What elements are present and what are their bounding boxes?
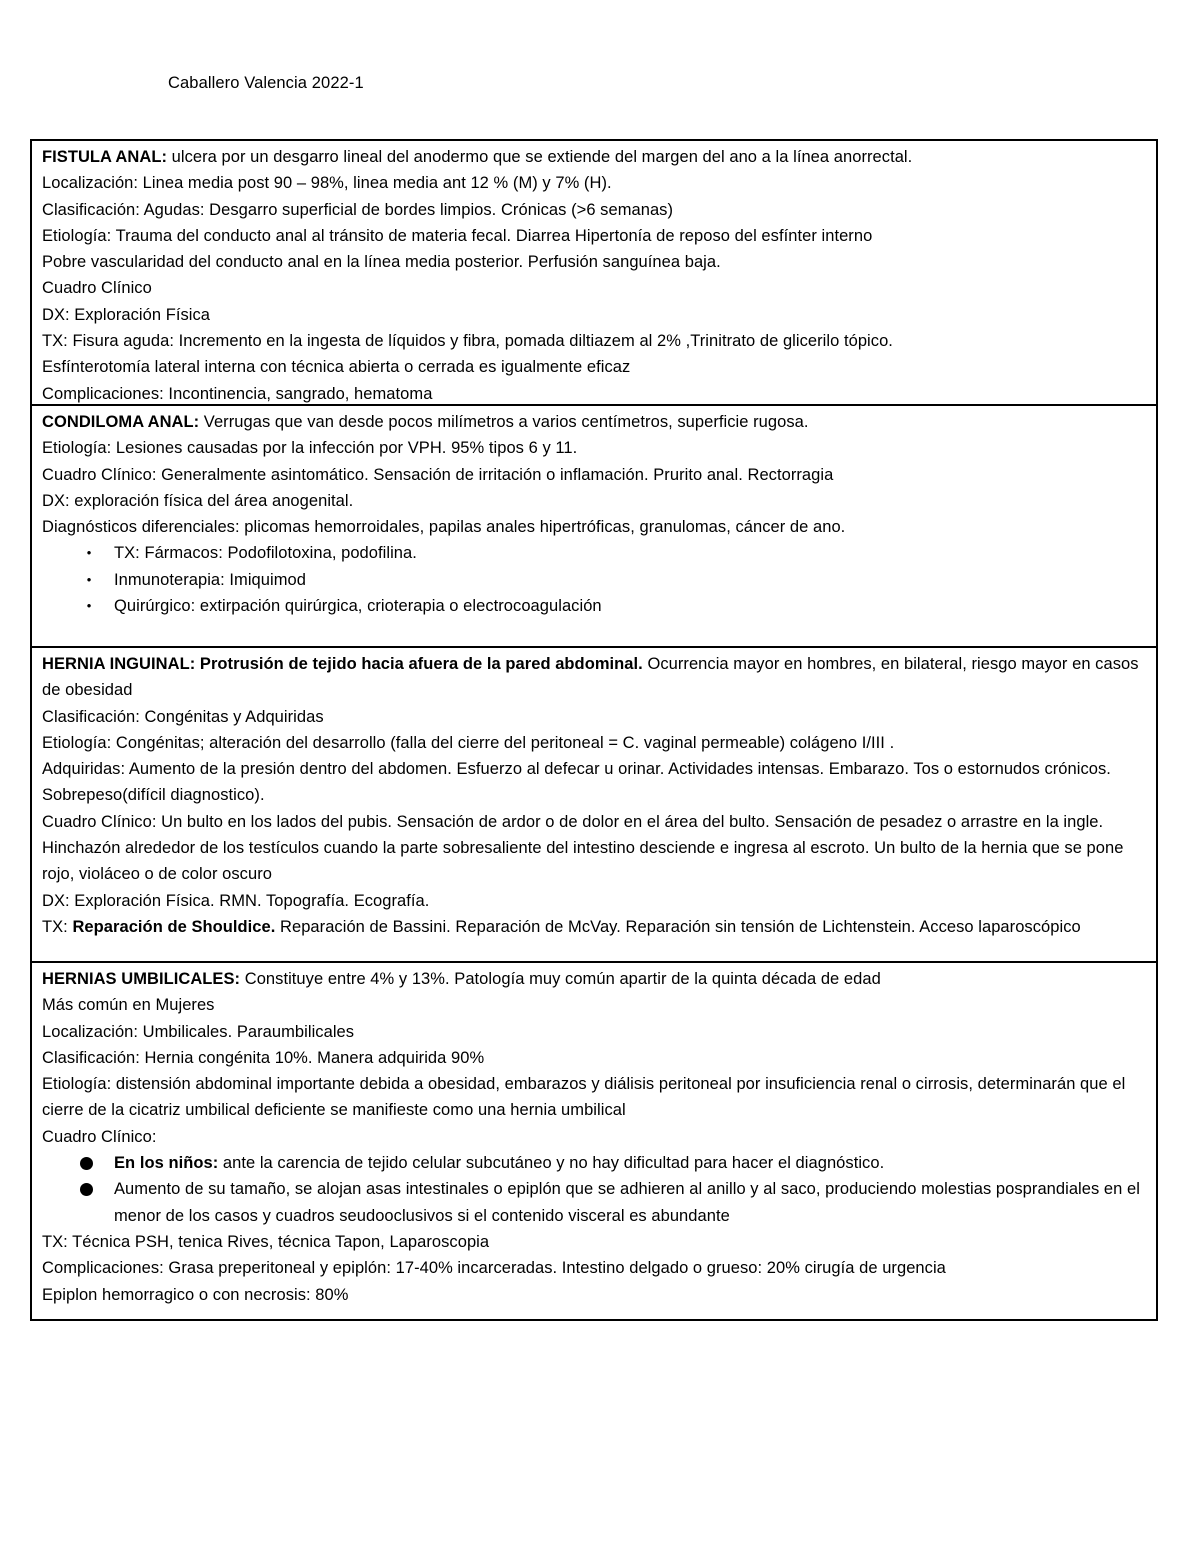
hernias-umbilicales-section: [32, 961, 1156, 1319]
bullet-text: Aumento de su tamaño, se alojan asas intestinales o epiplón que se adhieren al anillo y al saco, produciendo molestias posprandiales en el menor de los casos y cuadros seudooclusivos si el contenido visceral es abundante: [114, 1180, 1140, 1225]
fistula-line: Etiología: Trauma del conducto anal al tránsito de materia fecal. Diarrea Hipertonía de reposo del esfínter interno: [42, 226, 873, 245]
hernia-title: HERNIA INGUINAL: Protrusión de tejido hacia afuera de la pared abdominal.: [42, 655, 643, 673]
hernia-tx-line: [42, 914, 1146, 940]
list-item: [42, 567, 1146, 593]
hernia-line: Adquiridas: Aumento de la presión dentro del abdomen. Esfuerzo al defecar u orinar. Actividades intensas. Embarazo. Tos o estornudos crónicos. Sobrepeso(difícil diagnostico).: [42, 760, 1111, 805]
fistula-line: Clasificación: Agudas: Desgarro superficial de bordes limpios. Crónicas (>6 semanas): [42, 200, 674, 219]
hernia-heading-line: [42, 651, 1146, 704]
umbilical-line: Localización: Umbilicales. Paraumbilicales: [42, 1022, 355, 1041]
hernia-inguinal-section: [32, 646, 1156, 961]
fistula-intro: ulcera por un desgarro lineal del anodermo que se extiende del margen del ano a la línea anorrectal.: [167, 148, 913, 166]
umbilical-line: Epiplon hemorragico o con necrosis: 80%: [42, 1285, 349, 1304]
fistula-line: Complicaciones: Incontinencia, sangrado, hematoma: [42, 384, 433, 403]
bullet-icon: [80, 1157, 93, 1170]
umbilical-line: Más común en Mujeres: [42, 996, 215, 1015]
tx-rest: Reparación de Bassini. Reparación de McVay. Reparación sin tensión de Lichtenstein. Acceso laparoscópico: [275, 917, 1081, 936]
fistula-line: TX: Fisura aguda: Incremento en la ingesta de líquidos y fibra, pomada diltiazem al 2% ,Trinitrato de glicerilo tópico.: [42, 332, 893, 351]
fistula-line: Localización: Linea media post 90 – 98%, linea media ant 12 % (M) y 7% (H).: [42, 174, 612, 193]
condiloma-bullet-list: [42, 540, 1146, 619]
fistula-line: Pobre vascularidad del conducto anal en la línea media posterior. Perfusión sanguínea baja.: [42, 253, 721, 272]
fistula-anal-section: [32, 141, 1156, 404]
bullet-icon: •: [86, 545, 92, 561]
fistula-title: FISTULA ANAL:: [42, 148, 167, 166]
condiloma-heading-line: [42, 409, 1146, 435]
bullet-text: Inmunoterapia: Imiquimod: [114, 570, 306, 589]
umbilical-line: Cuadro Clínico:: [42, 1127, 157, 1146]
umbilical-bullet-list: [42, 1150, 1146, 1229]
notes-table: [30, 139, 1158, 1321]
bullet-text: TX: Fármacos: Podofilotoxina, podofilina.: [114, 544, 417, 563]
umbilical-intro: Constituye entre 4% y 13%. Patología muy común apartir de la quinta década de edad: [240, 970, 881, 988]
umbilical-line: TX: Técnica PSH, tenica Rives, técnica Tapon, Laparoscopia: [42, 1232, 490, 1251]
condiloma-line: Cuadro Clínico: Generalmente asintomático. Sensación de irritación o inflamación. Prurito anal. Rectorragia: [42, 465, 834, 484]
fistula-line: DX: Exploración Física: [42, 305, 210, 324]
bullet-icon: •: [86, 571, 92, 587]
list-item: [42, 1176, 1146, 1229]
list-item: [42, 593, 1146, 619]
list-item: [42, 1150, 1146, 1176]
umbilical-line: Complicaciones: Grasa preperitoneal y epiplón: 17-40% incarceradas. Intestino delgado o grueso: 20% cirugía de urgencia: [42, 1259, 946, 1278]
bullet-icon: [80, 1183, 93, 1196]
tx-bold: Reparación de Shouldice.: [72, 917, 276, 936]
fistula-line: Esfínterotomía lateral interna con técnica abierta o cerrada es igualmente eficaz: [42, 358, 631, 377]
umbilical-line: Etiología: distensión abdominal importante debida a obesidad, embarazos y diálisis peritoneal por insuficiencia renal o cirrosis, determinarán que el cierre de la cicatriz umbilical deficiente se manifieste como una hernia umbilical: [42, 1075, 1126, 1120]
bullet-bold-text: En los niños:: [114, 1154, 219, 1173]
hernia-line: Clasificación: Congénitas y Adquiridas: [42, 707, 324, 726]
umbilical-title: HERNIAS UMBILICALES:: [42, 970, 241, 988]
hernia-line: DX: Exploración Física. RMN. Topografía. Ecografía.: [42, 891, 430, 910]
list-item: [42, 540, 1146, 566]
bullet-text: Quirúrgico: extirpación quirúrgica, crioterapia o electrocoagulación: [114, 597, 602, 616]
condiloma-line: DX: exploración física del área anogenital.: [42, 491, 354, 510]
condiloma-line: Etiología: Lesiones causadas por la infección por VPH. 95% tipos 6 y 11.: [42, 439, 578, 458]
hernia-intro: Ocurrencia mayor en hombres, en bilateral, riesgo mayor en casos de obesidad: [42, 655, 1139, 700]
condiloma-intro: Verrugas que van desde pocos milímetros a varios centímetros, superficie rugosa.: [199, 413, 809, 431]
hernia-line: Etiología: Congénitas; alteración del desarrollo (falla del cierre del peritoneal = C. vaginal permeable) colágeno I/III .: [42, 733, 895, 752]
umbilical-line: Clasificación: Hernia congénita 10%. Manera adquirida 90%: [42, 1048, 485, 1067]
bullet-icon: •: [86, 598, 92, 614]
tx-prefix: TX:: [42, 917, 73, 936]
condiloma-anal-section: [32, 404, 1156, 646]
fistula-line: Cuadro Clínico: [42, 279, 152, 298]
hernia-line: Cuadro Clínico: Un bulto en los lados del pubis. Sensación de ardor o de dolor en el área del bulto. Sensación de pesadez o arrastre en la ingle. Hinchazón alrededor de los testículos cuando la parte sobresaliente del intestino desciende e ingresa al escroto. Un bulto de la hernia que se pone rojo, violáceo o de color oscuro: [42, 812, 1124, 884]
fistula-heading-line: [42, 144, 1146, 170]
umbilical-heading-line: [42, 966, 1146, 992]
condiloma-title: CONDILOMA ANAL:: [42, 413, 200, 431]
document-header: Caballero Valencia 2022-1: [168, 74, 364, 92]
condiloma-line: Diagnósticos diferenciales: plicomas hemorroidales, papilas anales hipertróficas, granulomas, cáncer de ano.: [42, 518, 846, 537]
bullet-text: ante la carencia de tejido celular subcutáneo y no hay dificultad para hacer el diagnóstico.: [218, 1154, 885, 1173]
